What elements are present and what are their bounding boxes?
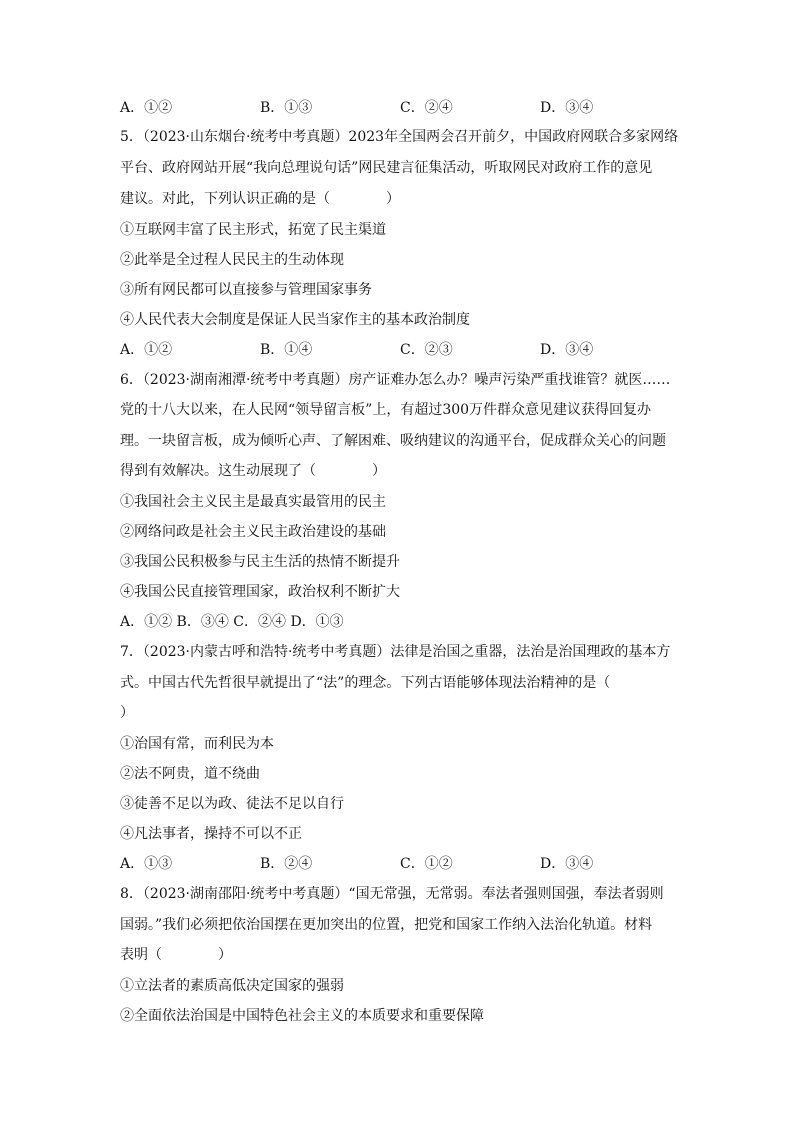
q6-stem-line-2: 党的十八大以来，在人民网“领导留言板”上，有超过300万件群众意见建议获得回复办 — [120, 402, 652, 418]
q6-statement-3: ③我国公民积极参与民主生活的热情不断提升 — [120, 554, 400, 570]
option-b: B．①④ — [260, 342, 313, 358]
q8-stem-line-3: 表明（ ） — [120, 947, 232, 963]
q6-statement-2: ②网络问政是社会主义民主政治建设的基础 — [120, 524, 386, 540]
q6-options: A．①② B．③④ C．②④ D．①③ — [120, 614, 344, 630]
q5-stem-line-2: 平台、政府网站开展“我向总理说句话”网民建言征集活动，听取网民对政府工作的意见 — [120, 160, 653, 176]
q7-statement-2: ②法不阿贵，道不绕曲 — [120, 766, 260, 782]
q6-statement-4: ④我国公民直接管理国家，政治权利不断扩大 — [120, 584, 400, 600]
q5-statement-1: ①互联网丰富了民主形式，拓宽了民主渠道 — [120, 222, 386, 238]
option-d: D．③④ — [540, 342, 594, 358]
q5-stem-line-3: 建议。对此，下列认识正确的是（ ） — [120, 191, 400, 207]
option-d: D．③④ — [540, 856, 594, 872]
q8-stem-line-1: 8．（2023·湖南邵阳·统考中考真题）“国无常强，无常弱。奉法者强则国强，奉法者弱则 — [120, 886, 664, 902]
q7-statement-1: ①治国有常，而利民为本 — [120, 736, 274, 752]
q7-statement-3: ③徒善不足以为政、徒法不足以自行 — [120, 796, 344, 812]
q7-stem-line-2: 式。中国古代先哲很早就提出了“法”的理念。下列古语能够体现法治精神的是（ — [120, 675, 611, 691]
q6-stem-line-3: 理。一块留言板，成为倾听心声、了解困难、吸纳建议的沟通平台，促成群众关心的问题 — [120, 433, 666, 449]
option-a: A．①② — [120, 100, 173, 116]
option-c: C．②③ — [400, 342, 453, 358]
q5-statement-3: ③所有网民都可以直接参与管理国家事务 — [120, 282, 372, 298]
option-b: B．①③ — [260, 100, 313, 116]
q7-stem-line-3: ） — [120, 705, 134, 721]
q7-statement-4: ④凡法事者，操持不可以不正 — [120, 826, 302, 842]
q5-stem-line-1: 5．（2023·山东烟台·统考中考真题）2023年全国两会召开前夕，中国政府网联合多家网络 — [120, 129, 679, 145]
q7-stem-line-1: 7．（2023·内蒙古呼和浩特·统考中考真题）法律是治国之重器，法治是治国理政的基本方 — [120, 644, 671, 660]
option-d: D．③④ — [540, 100, 594, 116]
q6-stem-line-4: 得到有效解决。这生动展现了（ ） — [120, 463, 386, 479]
q8-statement-1: ①立法者的素质高低决定国家的强弱 — [120, 978, 344, 994]
q6-statement-1: ①我国社会主义民主是最真实最管用的民主 — [120, 494, 386, 510]
q5-statement-2: ②此举是全过程人民民主的生动体现 — [120, 252, 344, 268]
option-c: C．①② — [400, 856, 453, 872]
option-c: C．②④ — [400, 100, 453, 116]
option-a: A．①③ — [120, 856, 173, 872]
q8-statement-2: ②全面依法治国是中国特色社会主义的本质要求和重要保障 — [120, 1008, 484, 1024]
option-b: B．②④ — [260, 856, 313, 872]
q5-statement-4: ④人民代表大会制度是保证人民当家作主的基本政治制度 — [120, 312, 470, 328]
q8-stem-line-2: 国弱。”我们必须把依治国摆在更加突出的位置，把党和国家工作纳入法治化轨道。材料 — [120, 917, 653, 933]
option-a: A．①② — [120, 342, 173, 358]
q6-stem-line-1: 6．（2023·湖南湘潭·统考中考真题）房产证难办怎么办？噪声污染严重找谁管？就医…… — [120, 372, 671, 388]
